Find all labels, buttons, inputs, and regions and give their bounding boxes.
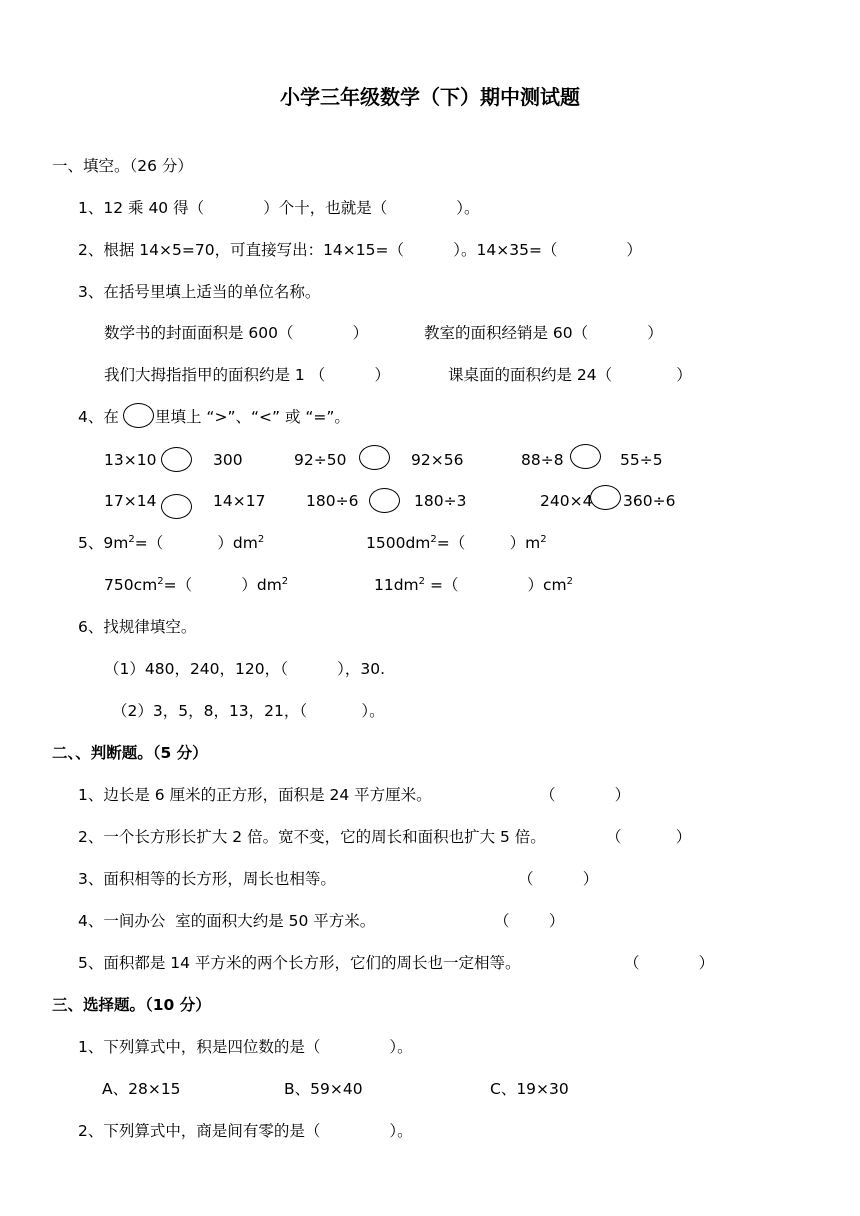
question-1-5-b: $1500dm^2=$（ ）$m^2$ xyxy=(366,533,547,552)
judge-5-text: 5、面积都是 14 平方米的两个长方形，它们的周长也一定相等。 xyxy=(78,954,521,972)
question-1-5-d: $11dm^2$ =（ ）$cm^2$ xyxy=(374,575,573,594)
compare-6-left: 240×4 xyxy=(540,492,593,510)
judge-1-text: 1、边长是 6 厘米的正方形，面积是 24 平方厘米。 xyxy=(78,786,432,804)
question-1-1: 1、12 乘 40 得（ ）个十，也就是（ ）。 xyxy=(78,199,480,217)
question-1-3-d: 课桌面的面积约是 24（ ） xyxy=(448,366,692,384)
judge-1-paren: （ ） xyxy=(540,786,631,804)
choice-1-option-c: C、19×30 xyxy=(490,1080,569,1098)
question-1-6-a: （1）480，240，120，（ ），30. xyxy=(104,660,386,678)
judge-2-paren: （ ） xyxy=(606,828,692,846)
choice-1-option-a: A、28×15 xyxy=(102,1080,181,1098)
question-1-6-stem: 6、找规律填空。 xyxy=(78,618,197,636)
choice-2-stem: 2、下列算式中，商是间有零的是（ ）。 xyxy=(78,1122,413,1140)
section-heading-choice: 三、选择题。（10 分） xyxy=(52,996,211,1014)
compare-1-right: 300 xyxy=(213,451,243,469)
compare-4-left: 17×14 xyxy=(104,492,157,510)
stem-circle xyxy=(123,403,154,428)
judge-3-text: 3、面积相等的长方形，周长也相等。 xyxy=(78,870,336,888)
compare-5-right: 180÷3 xyxy=(414,492,467,510)
compare-1-left: 13×10 xyxy=(104,451,157,469)
compare-2-left: 92÷50 xyxy=(294,451,347,469)
question-1-5-c: $750cm^2=$（ ）$dm^2$ xyxy=(104,575,289,594)
compare-3-circle[interactable] xyxy=(570,444,601,469)
question-1-6-b: （2）3，5，8，13，21，（ ）。 xyxy=(112,702,385,720)
compare-6-right: 360÷6 xyxy=(623,492,676,510)
question-1-5-a: 5、$9m^2=$（ ）$dm^2$ xyxy=(78,533,265,552)
question-1-4-stem-post: 里填上 “>”、“<” 或 “=”。 xyxy=(155,408,350,426)
question-1-3-c: 我们大拇指指甲的面积约是 1 （ ） xyxy=(104,366,390,384)
compare-2-right: 92×56 xyxy=(411,451,464,469)
question-1-4-stem-pre: 4、在 xyxy=(78,408,119,426)
question-1-3-a: 数学书的封面面积是 600（ ） xyxy=(104,324,369,342)
compare-4-circle[interactable] xyxy=(161,494,192,519)
compare-5-circle[interactable] xyxy=(369,488,400,513)
judge-4-paren: （ ） xyxy=(494,912,565,930)
compare-4-right: 14×17 xyxy=(213,492,266,510)
question-1-2: 2、根据 14×5=70，可直接写出：14×15=（ ）。14×35=（ ） xyxy=(78,241,642,259)
question-1-3-stem: 3、在括号里填上适当的单位名称。 xyxy=(78,283,321,301)
compare-3-left: 88÷8 xyxy=(521,451,564,469)
compare-6-circle[interactable] xyxy=(590,485,621,510)
judge-3-paren: （ ） xyxy=(518,870,599,888)
choice-1-stem: 1、下列算式中，积是四位数的是（ ）。 xyxy=(78,1038,413,1056)
compare-1-circle[interactable] xyxy=(161,447,192,472)
section-heading-fill-blank: 一、填空。（26 分） xyxy=(52,157,193,175)
judge-4-text: 4、一间办公 室的面积大约是 50 平方米。 xyxy=(78,912,376,930)
compare-5-left: 180÷6 xyxy=(306,492,359,510)
choice-1-option-b: B、59×40 xyxy=(284,1080,363,1098)
compare-2-circle[interactable] xyxy=(359,445,390,470)
compare-3-right: 55÷5 xyxy=(620,451,663,469)
page-title: 小学三年级数学（下）期中测试题 xyxy=(280,85,580,109)
judge-5-paren: （ ） xyxy=(624,954,715,972)
section-heading-true-false: 二、、判断题。（5 分） xyxy=(52,744,208,762)
question-1-3-b: 教室的面积经销是 60（ ） xyxy=(424,324,663,342)
judge-2-text: 2、一个长方形长扩大 2 倍。宽不变，它的周长和面积也扩大 5 倍。 xyxy=(78,828,546,846)
